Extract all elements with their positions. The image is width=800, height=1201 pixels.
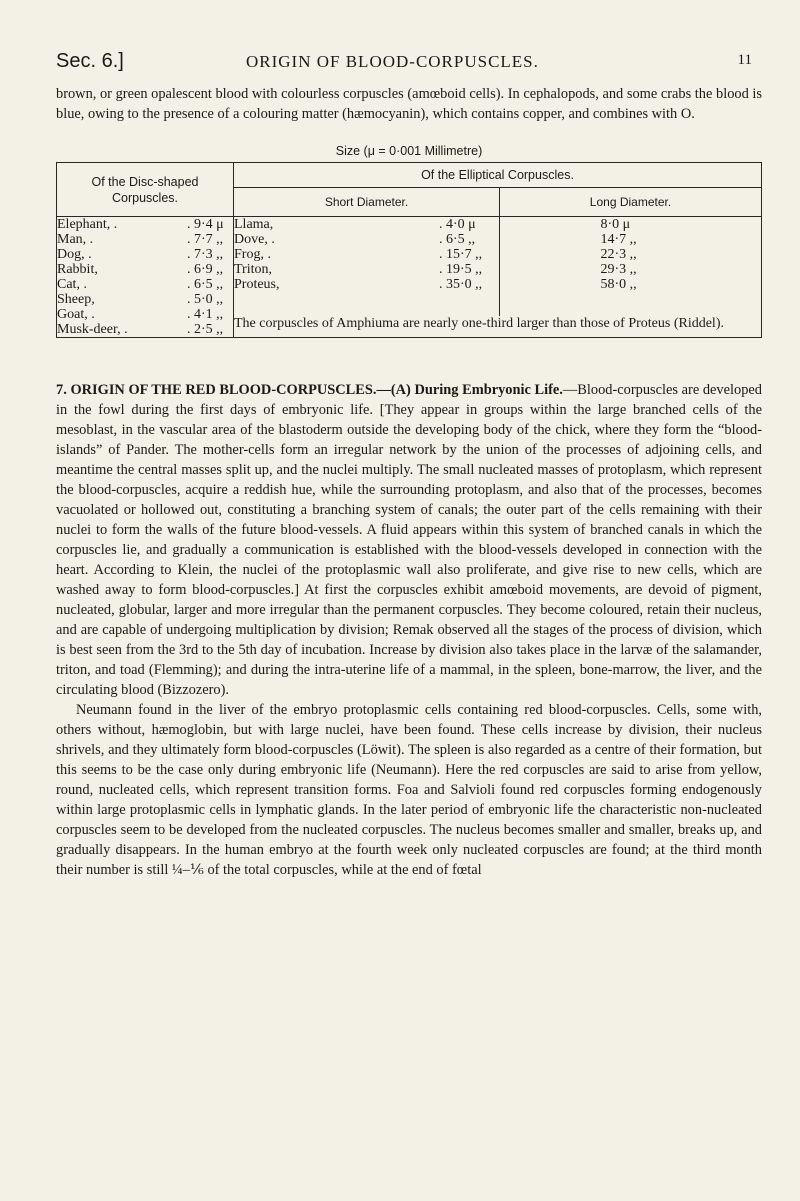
elliptical-row: Triton, . 19·5 ,, [234, 262, 483, 277]
disc-list [57, 217, 234, 338]
table-note: The corpuscles of Amphiuma are nearly one-third larger than those of Proteus (Riddel). [234, 316, 762, 338]
corpuscle-size-table [56, 162, 762, 338]
short-diameter-list [234, 217, 500, 316]
elliptical-row: Proteus, . 35·0 ,, [234, 277, 483, 292]
section-7-paragraph-1 [56, 380, 762, 700]
disc-row: Goat, . . 4·1 ,, [57, 307, 224, 322]
section-7-paragraph-1-text: —Blood-corpuscles are developed in the fowl during the first days of embryonic life. [They appear in groups within the large branched cells of the mesoblast, in the vascular area of the blastoderm outside the developing body of the chick, where they form the “blood-islands” of Pander. The mother-cells form an irregular network by the union of the processes of adjoining cells, and meantime the central masses split up, and the nuclei multiply. The small nucleated masses of protoplasm, which represent the blood-corpuscles, acquire a reddish hue, while the surrounding protoplasm, and also that of the processes, becomes vacuolated or hollowed out, constituting a branching system of canals; the outer part of the cells remaining with their nuclei to form the walls of the future blood-vessels. A fluid appears within this system of branched canals in which the corpuscles lie, and gradually a communication is established with the blood-vessels developed in connection with the heart. According to Klein, the nuclei of the protoplasmic wall also proliferate, and give rise to new cells, which are washed away to form blood-corpuscles.] At first the corpuscles exhibit amœboid movements, are devoid of pigment, nucleated, globular, larger and more irregular than the permanent corpuscles. They become coloured, retain their nucleus, and are capable of undergoing multiplication by division; Remak observed all the stages of the process of division, which is best seen from the 3rd to the 5th day of incubation. Increase by division also takes place in the larvæ of the salamander, triton, and toad (Flemming); and during the intra-uterine life of a mammal, in the spleen, bone-marrow, the liver, and the circulating blood (Bizzozero). [56, 382, 762, 698]
intro-paragraph [56, 84, 762, 124]
disc-column-header: Of the Disc-shaped Corpuscles. [57, 163, 234, 217]
section-7-paragraph-2: Neumann found in the liver of the embryo protoplasmic cells containing red blood-corpuscles. Cells, some with, others without, hæmoglobin, but with large nuclei, have been found. These cells increase by division, their nucleus shrivels, and they ultimately form blood-corpuscles (Löwit). The spleen is also regarded as a centre of their formation, but this seems to be the case only during embryonic life (Neumann). Here the red corpuscles are said to arise from yellow, round, nucleated cells, which represent transition forms. Foa and Salvioli found red corpuscles forming endogenously within large protoplasmic cells in lymphatic glands. In the later period of embryonic life the characteristic non-nucleated corpuscles seem to be developed from the nucleated corpuscles. The nucleus becomes smaller and smaller, breaks up, and gradually disappears. In the human embryo at the fourth week only nucleated corpuscles are found; at the third month their number is still ¼–⅙ of the total corpuscles, while at the end of fœtal [56, 702, 762, 878]
running-title: ORIGIN OF BLOOD-CORPUSCLES. [246, 52, 539, 71]
elliptical-row: Frog, . . 15·7 ,, [234, 247, 483, 262]
long-row: 8·0 μ [600, 217, 631, 232]
disc-row: Elephant, . . 9·4 μ [57, 217, 224, 232]
disc-row: Musk-deer, . . 2·5 ,, [57, 322, 224, 337]
disc-row: Dog, . . 7·3 ,, [57, 247, 224, 262]
long-row: 58·0 ,, [600, 277, 637, 292]
page-number: 11 [737, 52, 752, 68]
disc-row: Cat, . . 6·5 ,, [57, 277, 224, 292]
elliptical-row: Dove, . . 6·5 ,, [234, 232, 476, 247]
disc-row: Rabbit, . 6·9 ,, [57, 262, 224, 277]
elliptical-row: Llama, . 4·0 μ [234, 217, 476, 232]
table-caption: Size (μ = 0·001 Millimetre) [335, 144, 483, 158]
section-7-heading: 7. ORIGIN OF THE RED BLOOD-CORPUSCLES.—(A) During Embryonic Life. [56, 382, 563, 398]
short-diameter-header: Short Diameter. [234, 188, 500, 217]
intro-text: brown, or green opalescent blood with colourless corpuscles (amœboid cells). In cephalopods, and some crabs the blood is blue, owing to the presence of a colouring matter (hæmocyanin), which contains copper, and combines with O. [56, 86, 762, 122]
long-row: 22·3 ,, [600, 247, 637, 262]
disc-row: Man, . . 7·7 ,, [57, 232, 224, 247]
section-7-body [56, 380, 762, 880]
elliptical-column-header: Of the Elliptical Corpuscles. [234, 163, 762, 188]
long-row: 29·3 ,, [600, 262, 637, 277]
long-diameter-header: Long Diameter. [500, 188, 762, 217]
section-label: Sec. 6.] [56, 50, 124, 72]
running-header [56, 50, 752, 76]
disc-row: Sheep, . 5·0 ,, [57, 292, 224, 307]
long-row: 14·7 ,, [600, 232, 637, 247]
long-diameter-list [500, 217, 762, 316]
